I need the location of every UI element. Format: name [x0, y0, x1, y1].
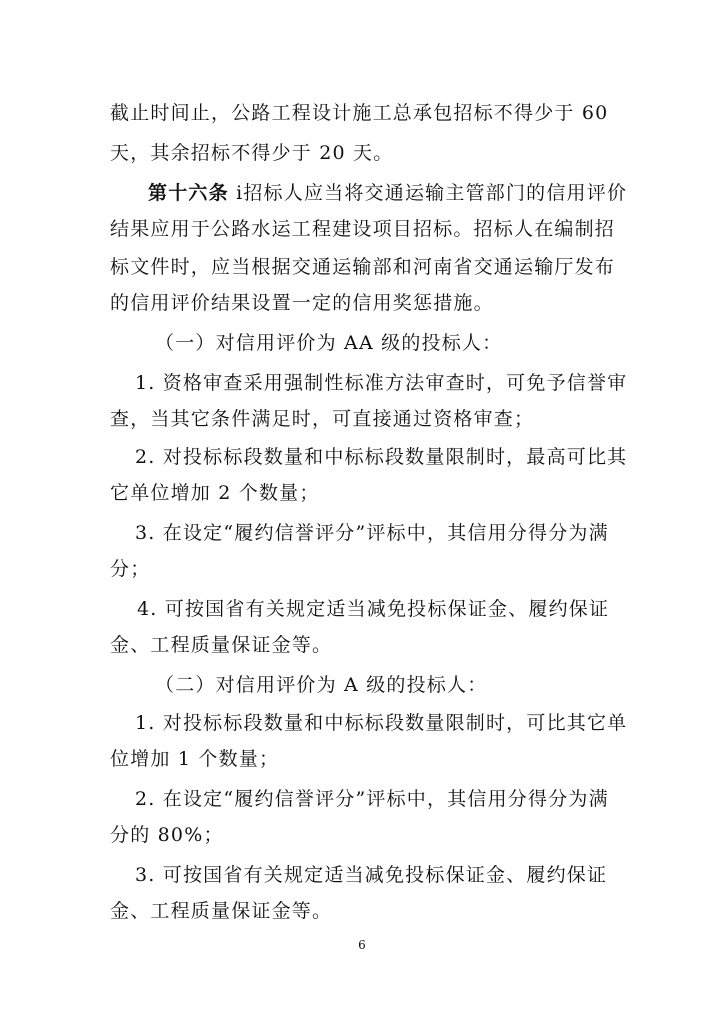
- section-one-heading: （一）对信用评价为 AA 级的投标人：: [155, 332, 503, 354]
- text-line-9: 查，当其它条件满足时，可直接通过资格审查；: [110, 408, 535, 430]
- article-16-first-line: [148, 180, 628, 206]
- text-line-1: 截止时间止，公路工程设计施工总承包招标不得少于 60: [110, 102, 609, 124]
- page-number: 6: [358, 938, 366, 952]
- text-line-18: 位增加 1 个数量；: [110, 748, 280, 770]
- text-line-13: 分；: [110, 558, 151, 580]
- article-heading: 第十六条: [148, 182, 229, 204]
- text-line-5: 标文件时，应当根据交通运输部和河南省交通运输厅发布: [110, 256, 616, 278]
- text-line-22: 金、工程质量保证金等。: [110, 900, 333, 922]
- text-line-19: 2. 在设定“履约信誉评分”评标中，其信用分得分为满: [135, 788, 609, 810]
- article-16-text: i招标人应当将交通运输主管部门的信用评价: [236, 182, 628, 204]
- text-line-15: 金、工程质量保证金等。: [110, 634, 333, 656]
- text-line-20: 分的 80%；: [110, 824, 224, 846]
- text-line-4: 结果应用于公路水运工程建设项目招标。招标人在编制招: [110, 218, 616, 240]
- text-line-12: 3. 在设定“履约信誉评分”评标中，其信用分得分为满: [135, 522, 609, 544]
- text-line-11: 它单位增加 2 个数量；: [110, 482, 320, 504]
- text-line-17: 1. 对投标标段数量和中标标段数量限制时，可比其它单: [135, 712, 628, 734]
- text-line-6: 的信用评价结果设置一定的信用奖惩措施。: [110, 292, 494, 314]
- section-two-heading: （二）对信用评价为 A 级的投标人：: [155, 674, 488, 696]
- text-line-2: 天，其余招标不得少于 20 天。: [110, 142, 394, 164]
- text-line-10: 2. 对投标标段数量和中标标段数量限制时，最高可比其: [135, 446, 628, 468]
- text-line-8: 1. 资格审查采用强制性标准方法审查时，可免予信誉审: [135, 372, 628, 394]
- text-line-21: 3. 可按国省有关规定适当减免投标保证金、履约保证: [135, 864, 608, 886]
- text-line-14: 4. 可按国省有关规定适当减免投标保证金、履约保证: [137, 598, 610, 620]
